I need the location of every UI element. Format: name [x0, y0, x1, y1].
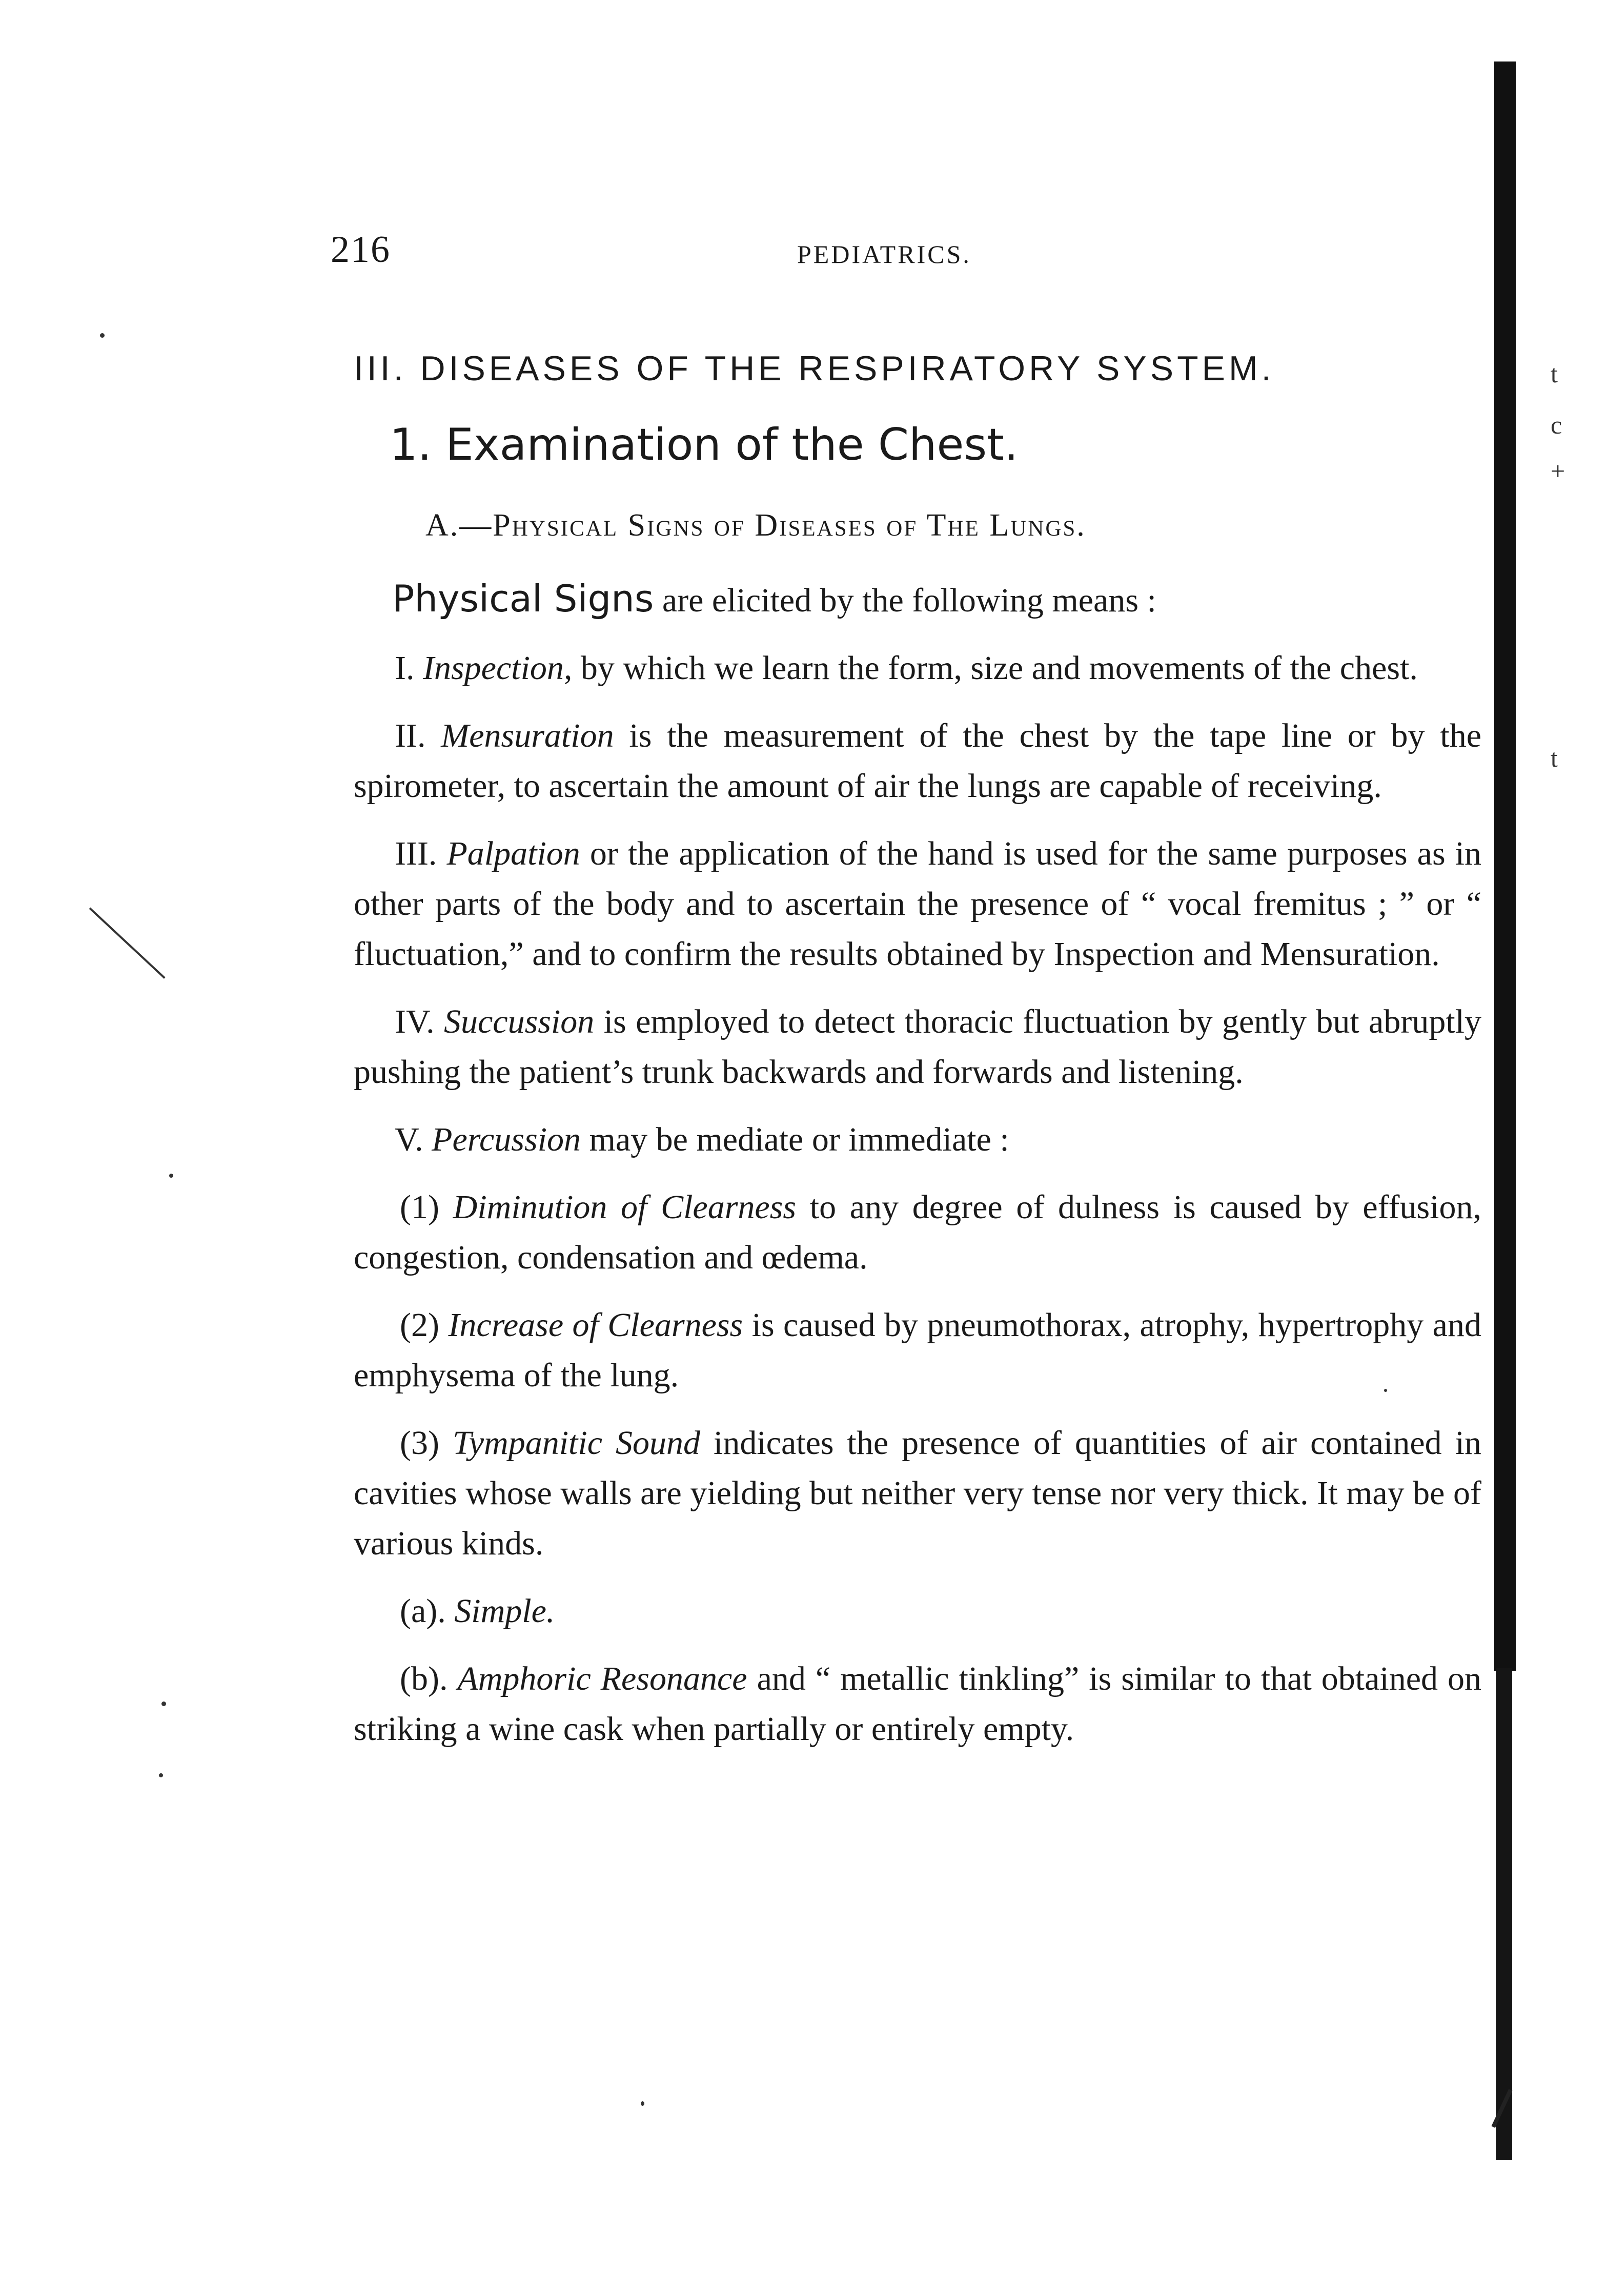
sub-heading: A.—Physical Signs of Diseases of The Lungs. [425, 508, 1086, 543]
page-number: 216 [331, 229, 391, 271]
item-term: Increase of Clearness [448, 1306, 743, 1344]
item-label: (2) [400, 1306, 449, 1344]
item-text: may be mediate or immediate : [581, 1121, 1009, 1158]
margin-fragment: c [1551, 411, 1562, 439]
sub-list-item [354, 1418, 1481, 1569]
sub-list-item [354, 1300, 1481, 1401]
item-label: IV. [395, 1003, 444, 1040]
item-term: Succussion [444, 1003, 595, 1040]
pencil-mark [89, 908, 166, 979]
item-label: III. [395, 835, 447, 872]
sub-list-item [354, 1182, 1481, 1283]
item-text: is employed to detect thoracic fluctuation by gently but abruptly pushing the patient’s trunk backwards and forwards and listening. [354, 1003, 1481, 1091]
margin-fragment: t [1551, 744, 1558, 772]
sub-list-item [354, 1654, 1481, 1754]
item-term: Simple. [454, 1592, 555, 1630]
item-term: Percussion [432, 1121, 581, 1158]
section-heading: 1. Examination of the Chest. [390, 419, 1019, 470]
sub-list-item [354, 1586, 1481, 1636]
item-term: Amphoric Resonance [457, 1660, 747, 1697]
item-term: Tympanitic Sound [452, 1424, 701, 1462]
item-text: is caused by pneumothorax, atrophy, hypertrophy and emphysema of the lung. [354, 1306, 1481, 1394]
list-item [354, 643, 1481, 693]
running-head [331, 228, 1476, 274]
item-label: V. [395, 1121, 432, 1158]
list-item [354, 829, 1481, 979]
list-item [354, 1115, 1481, 1165]
text-block [354, 348, 1481, 1772]
item-term: Palpation [446, 835, 580, 872]
part-heading: III. DISEASES OF THE RESPIRATORY SYSTEM. [354, 349, 1275, 388]
intro-paragraph [354, 573, 1481, 626]
intro-rest: are elicited by the following means : [654, 582, 1156, 619]
list-item [354, 711, 1481, 811]
margin-fragment: t [1551, 359, 1558, 388]
item-term: Inspection, [422, 649, 573, 687]
item-label: (3) [400, 1424, 453, 1462]
binding-edge [1494, 61, 1516, 1671]
intro-lead: Physical Signs [392, 577, 654, 620]
list-item [354, 997, 1481, 1097]
item-text: indicates the presence of quantities of air contained in cavities whose walls are yielding but neither very tense nor very thick. It may be of various kinds. [354, 1424, 1481, 1562]
item-text: by which we learn the form, size and movements of the chest. [572, 649, 1418, 687]
item-label: (b). [400, 1660, 458, 1697]
binding-edge-lower [1496, 1668, 1512, 2160]
item-label: (a). [400, 1592, 455, 1630]
item-text: to any degree of dulness is caused by effusion, congestion, condensation and œdema. [354, 1188, 1481, 1276]
item-term: Diminution of Clearness [453, 1188, 797, 1226]
item-text: is the measurement of the chest by the tape line or by the spirometer, to ascertain the amount of air the lungs are capable of receiving. [354, 717, 1481, 805]
item-text: or the application of the hand is used for the same purposes as in other parts of the body and to ascertain the presence of “ vocal fremitus ; ” or “ fluctuation,” and to confirm the results obtained by Inspection and Mensuration. [354, 835, 1481, 973]
item-label: (1) [400, 1188, 453, 1226]
running-title: PEDIATRICS. [797, 240, 971, 269]
margin-fragment: + [1551, 457, 1565, 485]
item-term: Mensuration [441, 717, 614, 754]
item-text: and “ metallic tinkling” is similar to that obtained on striking a wine cask when partially or entirely empty. [354, 1660, 1481, 1748]
item-label: II. [395, 717, 441, 754]
item-label: I. [395, 649, 423, 687]
